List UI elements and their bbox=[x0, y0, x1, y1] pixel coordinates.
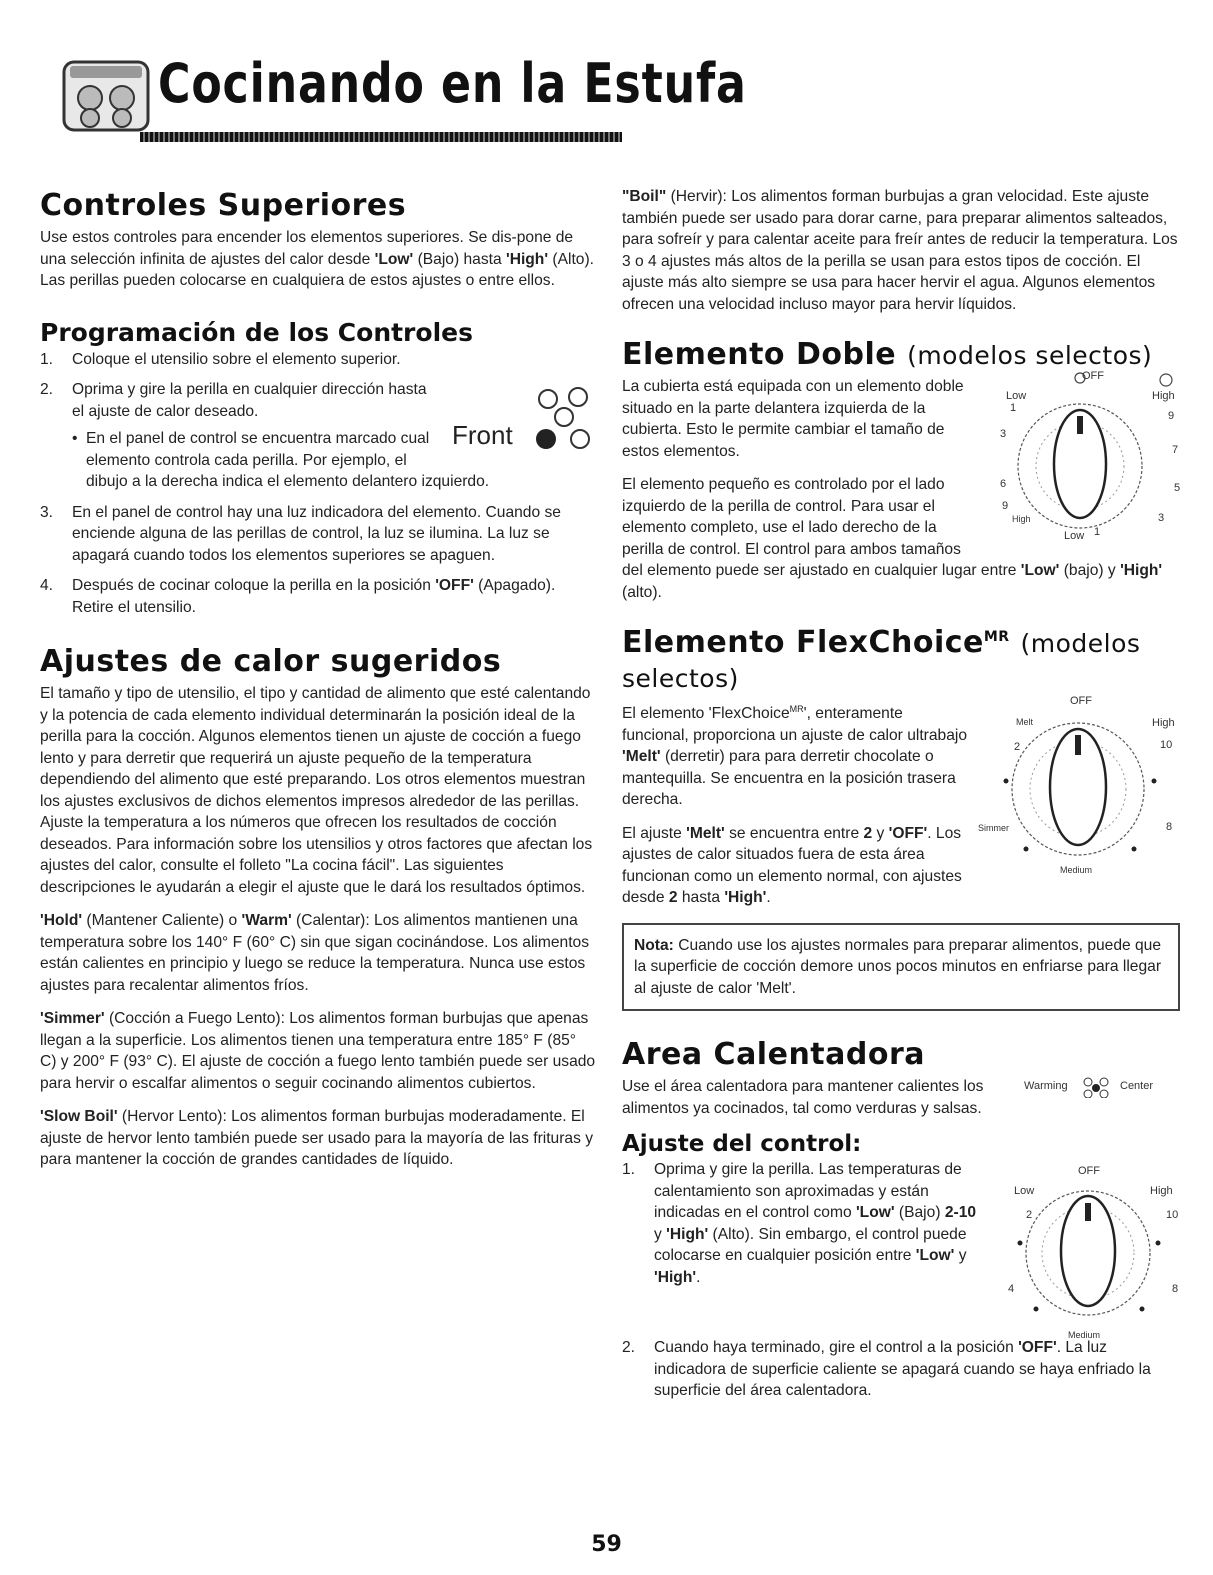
warming-center-diagram: Warming Center bbox=[1010, 1074, 1180, 1098]
list-item: 1. OFF Low High 2 10 4 8 Medium Oprima y gire la perilla. Las temperaturas de calentamiento son aproximadas y están indicadas en el control como 'Low' (Bajo) 2-10 y 'High' (Alto). Sin embargo, el control puede colocarse en cualquier posición entre 'Low' y 'High'. bbox=[622, 1159, 1180, 1288]
paragraph: Use el área calentadora para mantener calientes los alimentos ya cocinados, tal como verduras y salsas. bbox=[622, 1078, 984, 1117]
section-title: Elemento Doble (modelos selectos) bbox=[622, 337, 1153, 372]
section-flexchoice bbox=[622, 625, 1180, 909]
section-controles-superiores bbox=[40, 188, 596, 292]
section-title: Controles Superiores bbox=[40, 188, 407, 223]
bullet-item: • En el panel de control se encuentra marcado cual elemento controla cada perilla. Por ejemplo, el dibujo a la derecha indica el elemento delantero izquierdo. bbox=[72, 428, 596, 493]
paragraph: El elemento pequeño es controlado por el lado izquierdo de la perilla de control. Para usar el elemento completo, use el lado derecho de la perilla de control. El control para ambos tamaños del elemento puede ser ajustado en cualquier lugar entre 'Low' (bajo) y 'High' (alto). bbox=[622, 476, 1163, 601]
dual-element-dial-diagram: OFF Low High 1 3 9 6 7 9 5 High 3 Low 1 bbox=[1000, 370, 1181, 542]
paragraph-simmer: 'Simmer' (Cocción a Fuego Lento): Los alimentos forman burbujas que apenas llegan a la superficie. Los alimentos tienen una temperatura entre 185° F (85° C) y 200° F (93° C). El ajuste de cocción a fuego lento también puede ser usado para hervir o escalfar alimentos o seguir cocinando alimentos cubiertos. bbox=[40, 1010, 596, 1092]
section-title: Elemento FlexChoice$^{MR}$ (modelos selectos) bbox=[622, 625, 1141, 693]
steps-list bbox=[622, 1159, 1180, 1402]
section-ajustes bbox=[40, 644, 596, 1171]
warming-dial-diagram: OFF Low High 2 10 4 8 Medium bbox=[1008, 1165, 1179, 1341]
section-intro: Use estos controles para encender los elementos superiores. Se dis-pone de una selección infinita de ajustes del calor desde 'Low' (Bajo) hasta 'High' (Alto). Las perillas pueden colocarse en cualquiera de estos ajustes o entre ellos. bbox=[40, 229, 594, 289]
list-item: 1. Coloque el utensilio sobre el elemento superior. bbox=[40, 350, 401, 368]
flexchoice-dial-diagram: OFF Melt High 2 10 Simmer 8 Medium bbox=[978, 695, 1175, 875]
section-title: Programación de los Controles bbox=[40, 317, 473, 347]
section-elemento-doble bbox=[622, 337, 1180, 603]
section-title: Area Calentadora bbox=[622, 1037, 926, 1073]
header-rule bbox=[140, 132, 622, 142]
list-item: 2. Cuando haya terminado, gire el control a la posición 'OFF'. La luz indicadora de superficie caliente se apagará cuando se haya enfriado la superficie del área calentadora. bbox=[622, 1339, 1151, 1400]
steps-list bbox=[40, 349, 596, 619]
section-programacion bbox=[40, 318, 596, 619]
paragraph: El elemento 'FlexChoice$^{MR}$', enteramente funcional, proporciona un ajuste de calor ultrabajo 'Melt' (derretir) para para derretir chocolate o mantequilla. Se encuentra en la posición trasera derecha. bbox=[622, 704, 968, 809]
subsection-title: Ajuste del control: bbox=[622, 1131, 862, 1158]
front-label: Front bbox=[452, 420, 513, 450]
right-column bbox=[622, 186, 1180, 1416]
cooktop-icon bbox=[62, 60, 150, 132]
list-item: 4. Después de cocinar coloque la perilla en la posición 'OFF' (Apagado). Retire el utensilio. bbox=[40, 577, 556, 616]
note-text: Nota: Cuando use los ajustes normales para preparar alimentos, puede que la superficie de cocción demore unos pocos minutos en enfriarse para llegar al ajuste de calor 'Melt'. bbox=[634, 936, 1162, 997]
paragraph: El tamaño y tipo de utensilio, el tipo y cantidad de alimento que esté calentando y la potencia de cada elemento individual determinarán la posición ideal de la perilla para la cocción. Algunos elementos tienen un ajuste de cocción a fuego lento y para derretir que requerirá un ajuste pequeño de la temperatura dependiendo del alimento que esté preparando. Los otros elementos muestran los ajustes exclusivos de dichos elementos impresos alrededor de las perillas. Ajuste la temperatura a los números que ofrecen los resultados de cocción deseados. Para información sobre los utensilios y otros factores que afectan los ajustes del calor, consulte el folleto "La cocina fácil". Las siguientes descripciones le ayudarán a elegir el ajuste que le dará los resultados óptimos. bbox=[40, 685, 593, 896]
page-title: Cocinando en la Estufa bbox=[158, 52, 747, 115]
paragraph-slow-boil: 'Slow Boil' (Hervor Lento): Los alimentos forman burbujas moderadamente. El ajuste de hervor lento también puede ser usado para la mayoría de las frituras y para mantener la cocción de grandes cantidades de líquido. bbox=[40, 1108, 594, 1168]
left-column bbox=[40, 188, 596, 1185]
paragraph: El ajuste 'Melt' se encuentra entre 2 y 'OFF'. Los ajustes de calor situados fuera de esta área funcionan como un elemento normal, con ajustes desde 2 hasta 'High'. bbox=[622, 824, 962, 907]
paragraph: La cubierta está equipada con un elemento doble situado en la parte delantera izquierda de la cubierta. Esto le permite cambiar el tamaño de estos elementos. bbox=[622, 378, 964, 460]
note-box bbox=[622, 923, 1180, 1012]
list-item: 2. Front Oprima y gire la perilla en cualquier dirección hasta el ajuste de calor deseado. • En el panel de control se encuentra marcado cual elemento controla cada perilla. Por ejemplo, el dibujo a la derecha indica el elemento delantero izquierdo. bbox=[40, 379, 596, 493]
page-number: 59 bbox=[591, 1532, 622, 1557]
list-item: 3. En el panel de control hay una luz indicadora del elemento. Cuando se enciende alguna de las perillas de control, la luz se ilumina. La luz se apagará cuando todos los elementos superiores se apaguen. bbox=[40, 503, 561, 564]
section-title: Ajustes de calor sugeridos bbox=[40, 644, 502, 679]
paragraph-boil: "Boil" (Hervir): Los alimentos forman burbujas a gran velocidad. Este ajuste también puede ser usado para dorar carne, para preparar alimentos salteados, para sofreír y para calentar aceite para freír antes de reducir la temperatura. Los 3 o 4 ajustes más altos de la perilla se usan para estos tipos de cocción. El ajuste más alto siempre se usa para hacer hervir el agua. Algunos elementos ofrecen una velocidad incluso mayor para hervir líquidos. bbox=[622, 188, 1178, 313]
section-area-calentadora bbox=[622, 1037, 1180, 1402]
paragraph-hold: 'Hold' (Mantener Caliente) o 'Warm' (Calentar): Los alimentos mantienen una temperatura sobre los 140° F (60° C) sin que sigan cocinándose. Los alimentos están calientes en principio y luego se reduce la temperatura. Nunca use estos ajustes para recalentar alimentos fríos. bbox=[40, 912, 590, 994]
